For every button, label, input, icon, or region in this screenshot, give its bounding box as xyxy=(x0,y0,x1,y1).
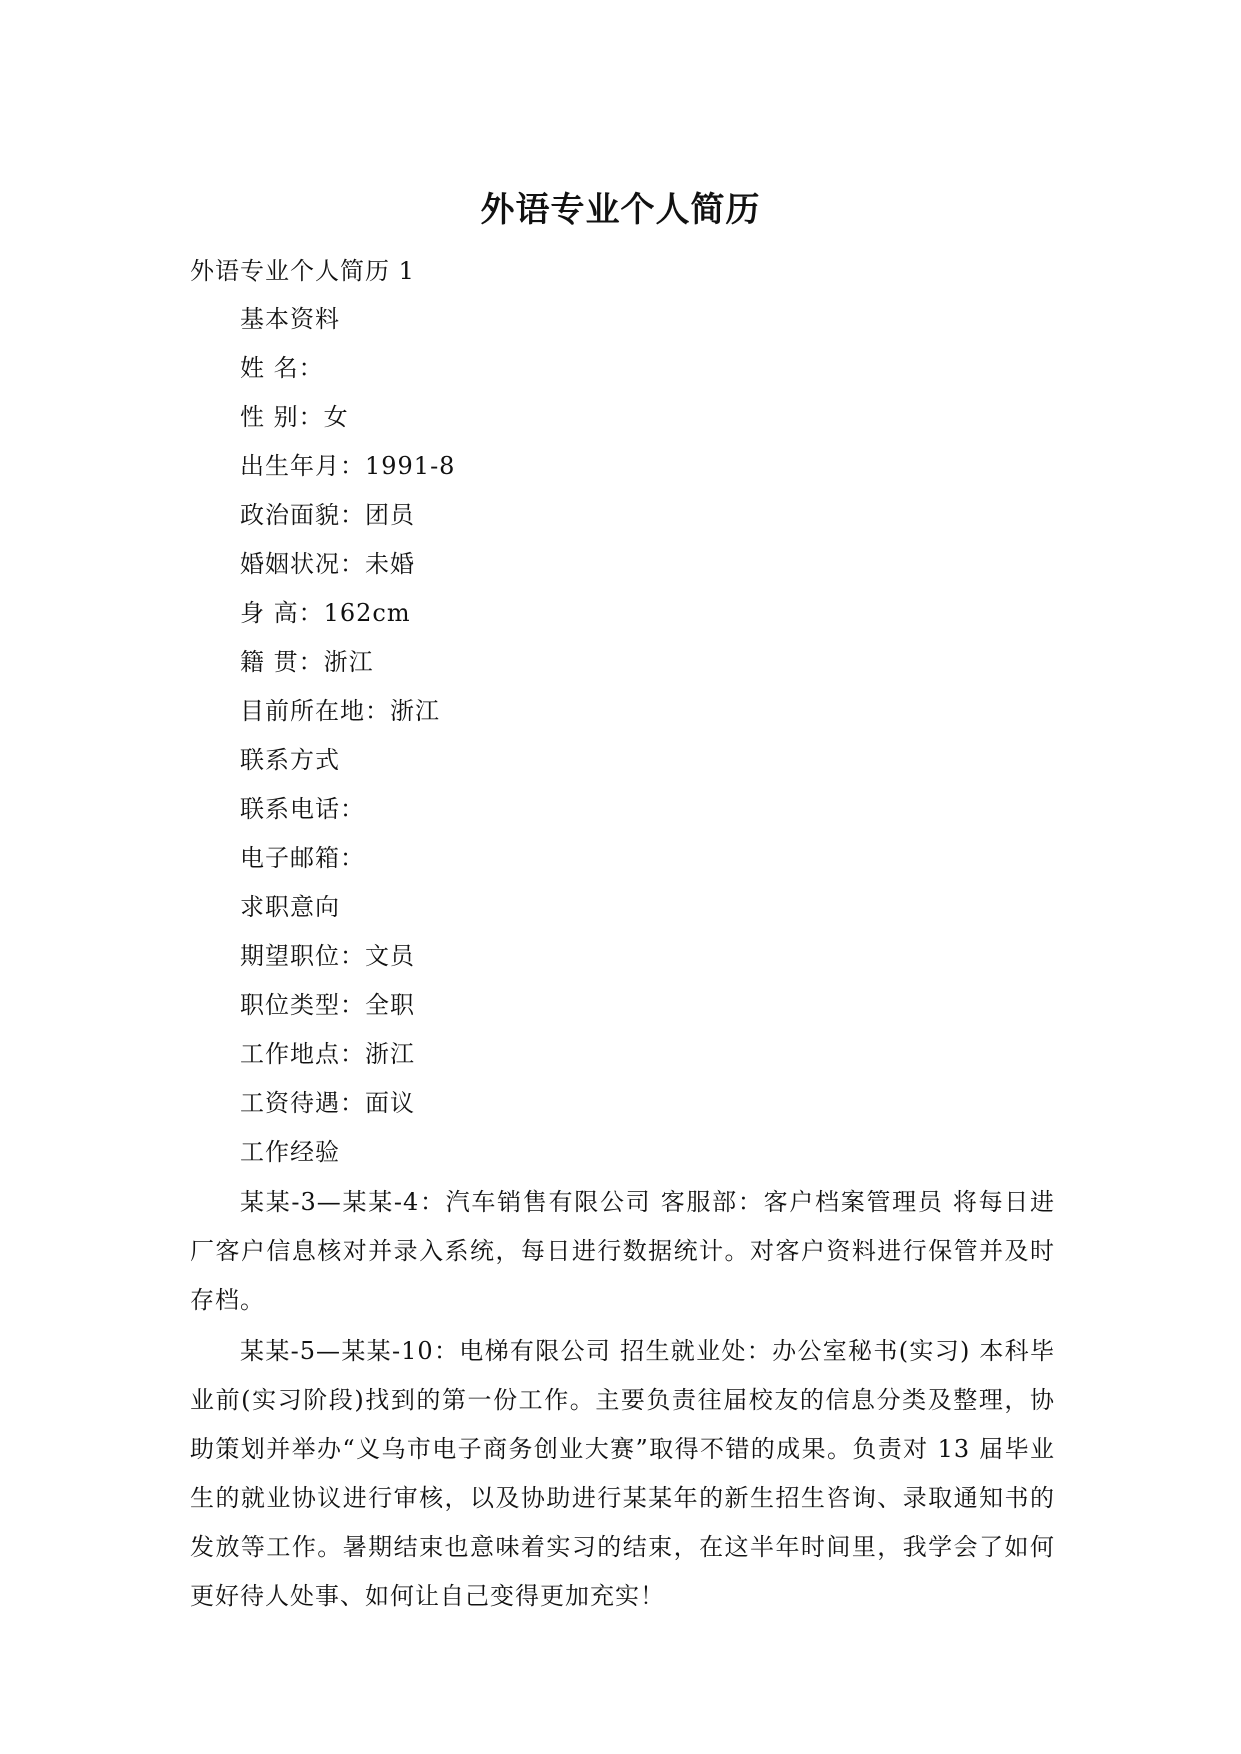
field-current-location: 目前所在地：浙江 xyxy=(240,697,440,725)
document-title: 外语专业个人简历 xyxy=(480,190,761,230)
field-marital-status: 婚姻状况：未婚 xyxy=(240,550,415,578)
field-birth-date: 出生年月：1991-8 xyxy=(240,452,456,480)
field-salary: 工资待遇：面议 xyxy=(240,1089,415,1117)
field-desired-position: 期望职位：文员 xyxy=(240,942,415,970)
field-name: 姓 名： xyxy=(240,354,324,382)
field-native-place: 籍 贯：浙江 xyxy=(240,648,374,676)
section-heading-basic-info: 基本资料 xyxy=(240,305,340,333)
field-email: 电子邮箱： xyxy=(240,844,365,872)
section-heading-work-experience: 工作经验 xyxy=(240,1138,340,1166)
section-heading-job-intention: 求职意向 xyxy=(240,893,340,921)
work-experience-entry: 某某-5—某某-10：电梯有限公司 招生就业处：办公室秘书(实习) 本科毕业前(实习阶段)找到的第一份工作。主要负责往届校友的信息分类及整理，协助策划并举办“义乌市电子商务创业大赛”取得不错的成果。负责对 13 届毕业生的就业协议进行审核，以及协助进行某某年的新生招生咨询、录取通知书的发放等工作。暑期结束也意味着实习的结束，在这半年时间里，我学会了如何更好待人处事、如何让自己变得更加充实！ xyxy=(190,1337,1055,1610)
field-height: 身 高：162cm xyxy=(240,599,411,627)
section-heading-contact: 联系方式 xyxy=(240,746,340,774)
field-job-type: 职位类型：全职 xyxy=(240,991,415,1019)
work-experience-entry: 某某-3—某某-4：汽车销售有限公司 客服部：客户档案管理员 将每日进厂客户信息核对并录入系统，每日进行数据统计。对客户资料进行保管并及时存档。 xyxy=(190,1188,1055,1314)
resume-subtitle: 外语专业个人简历 1 xyxy=(190,257,415,285)
field-gender: 性 别：女 xyxy=(240,403,349,431)
field-work-location: 工作地点：浙江 xyxy=(240,1040,415,1068)
work-experience-body xyxy=(190,1178,1055,1623)
field-political-status: 政治面貌：团员 xyxy=(240,501,415,529)
field-phone: 联系电话： xyxy=(240,795,365,823)
resume-field-list xyxy=(240,302,455,1184)
